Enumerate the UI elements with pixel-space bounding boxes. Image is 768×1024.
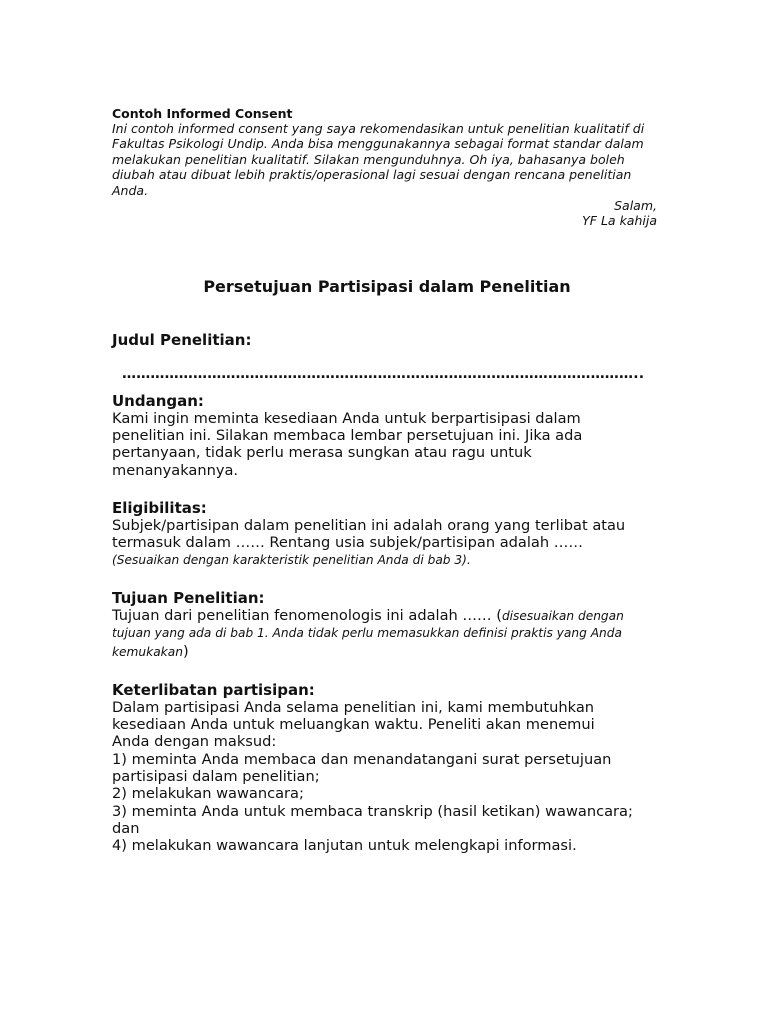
document-content [112, 106, 657, 854]
intro-paragraph [112, 121, 657, 198]
signoff-author: YF La kahija [582, 213, 657, 229]
tujuan-text: Tujuan dari penelitian fenomenologis ini adalah …… ( [112, 606, 502, 624]
section-undangan [112, 392, 657, 479]
intro-line: Ini contoh informed consent yang saya rekomendasikan untuk penelitian kualitatif di [112, 121, 645, 136]
list-item: 4) melakukan wawancara lanjutan untuk melengkapi informasi. [112, 837, 577, 855]
tujuan-note-line: tujuan yang ada di bab 1. Anda tidak perlu memasukkan definisi praktis yang Anda [112, 626, 622, 641]
tujuan-heading: Tujuan Penelitian: [112, 588, 265, 607]
list-item: partisipasi dalam penelitian; [112, 768, 320, 785]
section-tujuan [112, 589, 657, 661]
signoff-salam: Salam, [614, 198, 657, 214]
judul-heading: Judul Penelitian: [112, 330, 252, 349]
body-line: termasuk dalam …… Rentang usia subjek/partisipan adalah …… [112, 534, 583, 552]
body-line: Subjek/partisipan dalam penelitian ini adalah orang yang terlibat atau [112, 517, 626, 535]
eligibilitas-heading: Eligibilitas: [112, 499, 207, 518]
body-line: Anda dengan maksud: [112, 733, 277, 751]
intro-line: Fakultas Psikologi Undip. Anda bisa menggunakannya sebagai format standar dalam [112, 136, 644, 152]
tujuan-note: kemukakan [112, 644, 183, 659]
tujuan-close-paren: ) [182, 642, 189, 660]
list-item: dan [112, 819, 140, 837]
body-line: penelitian ini. Silakan membaca lembar persetujuan ini. Jika ada [112, 427, 583, 445]
body-line: menanyakannya. [112, 461, 239, 479]
list-item: 1) meminta Anda membaca dan menandatangani surat persetujuan [112, 750, 612, 768]
tujuan-body [112, 607, 657, 661]
body-line: kesediaan Anda untuk meluangkan waktu. Peneliti akan menemui [112, 716, 595, 734]
keterlibatan-body [112, 699, 657, 855]
list-item: 3) meminta Anda untuk membaca transkrip (hasil ketikan) wawancara; [112, 802, 633, 820]
eligibilitas-note: (Sesuaikan dengan karakteristik penelitian Anda di bab 3). [112, 552, 471, 567]
judul-placeholder-dots: ……………………………………………………………………………………………….. [122, 365, 645, 382]
intro-line: melakukan penelitian kualitatif. Silakan mengunduhnya. Oh iya, bahasanya boleh [112, 151, 625, 167]
undangan-body [112, 410, 657, 479]
tujuan-note: disesuaikan dengan [501, 608, 624, 623]
body-line: Dalam partisipasi Anda selama penelitian ini, kami membutuhkan [112, 698, 595, 716]
keterlibatan-heading: Keterlibatan partisipan: [112, 680, 315, 699]
intro-line: diubah atau dibuat lebih praktis/operasional lagi sesuai dengan rencana penelitian [112, 167, 632, 183]
signoff [112, 198, 657, 229]
intro-line: Anda. [112, 182, 149, 198]
section-eligibilitas [112, 499, 657, 569]
tujuan-note-end [112, 643, 657, 661]
document-title: Persetujuan Partisipasi dalam Penelitian [203, 276, 571, 296]
body-line: Kami ingin meminta kesediaan Anda untuk berpartisipasi dalam [112, 409, 581, 427]
intro-title: Contoh Informed Consent [112, 106, 293, 121]
undangan-heading: Undangan: [112, 391, 204, 410]
list-item: 2) melakukan wawancara; [112, 785, 304, 803]
section-keterlibatan [112, 681, 657, 855]
eligibilitas-body [112, 517, 657, 569]
tujuan-line [112, 607, 657, 625]
body-line: pertanyaan, tidak perlu merasa sungkan atau ragu untuk [112, 444, 532, 462]
